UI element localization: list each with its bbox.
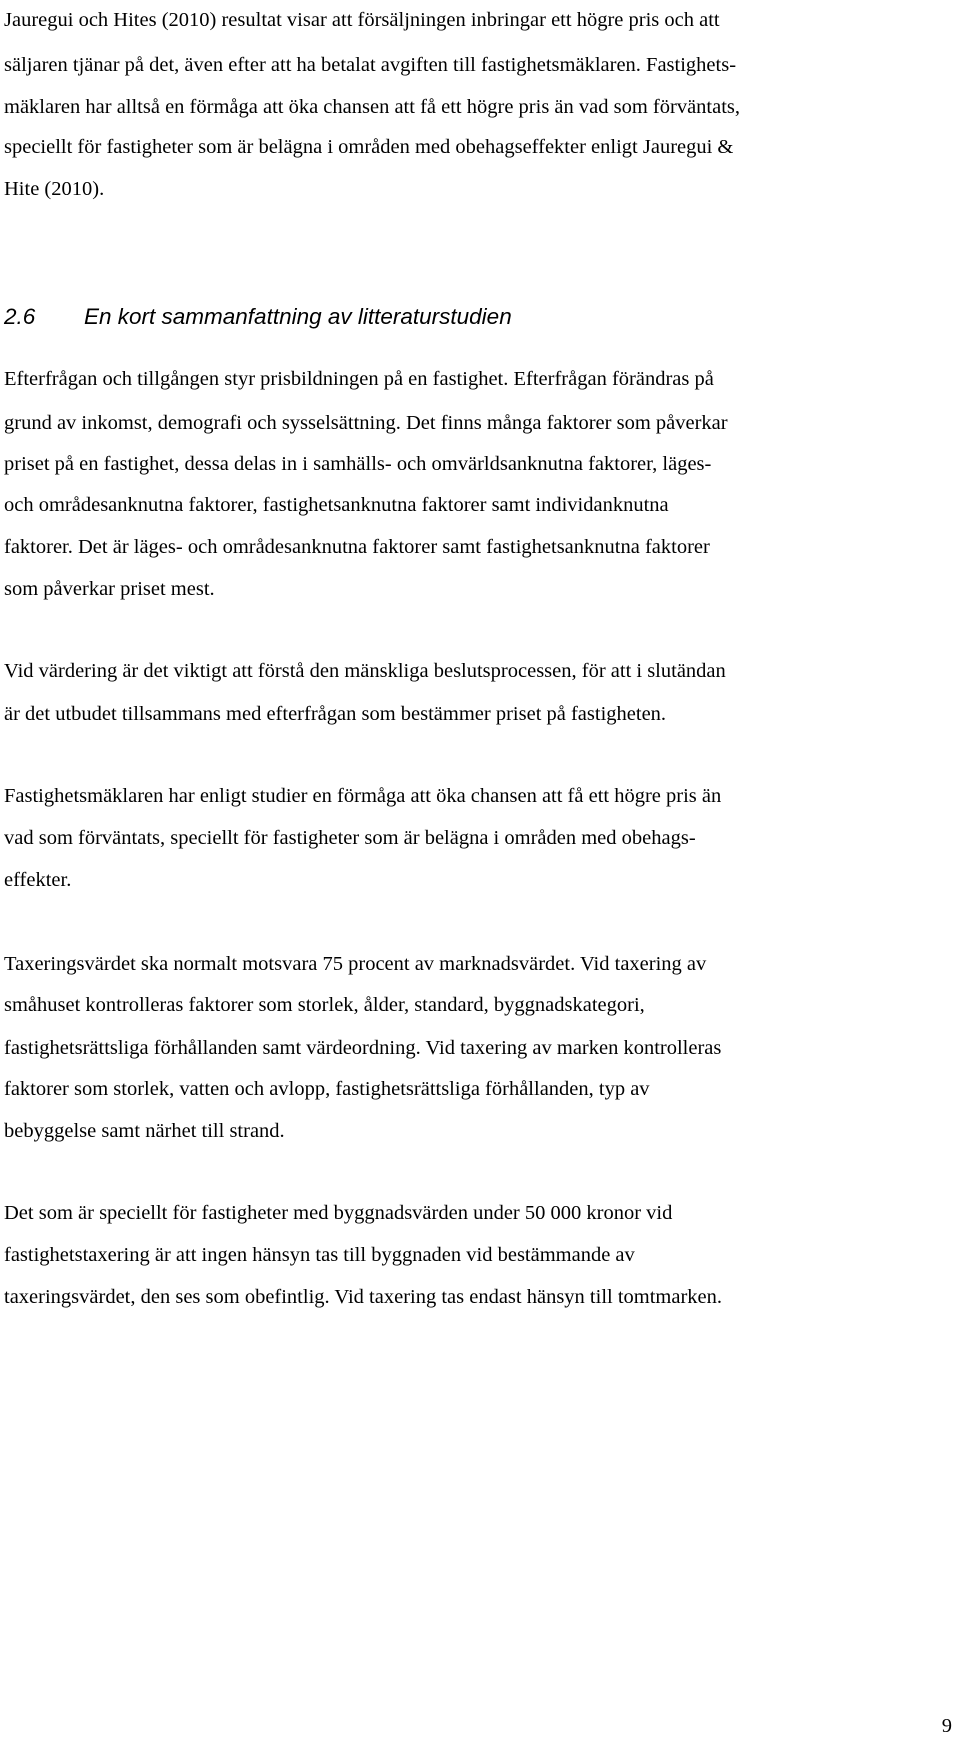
text-line: vad som förväntats, speciellt för fastigheter som är belägna i områden med obehags- bbox=[4, 827, 696, 849]
text-line: småhuset kontrolleras faktorer som storlek, ålder, standard, byggnadskategori, bbox=[4, 994, 645, 1016]
page-number: 9 bbox=[941, 1715, 952, 1737]
text-line: som påverkar priset mest. bbox=[4, 578, 215, 600]
text-line: fastighetstaxering är att ingen hänsyn tas till byggnaden vid bestämmande av bbox=[4, 1244, 635, 1266]
section-number: 2.6 bbox=[4, 304, 36, 329]
text-line: fastighetsrättsliga förhållanden samt värdeordning. Vid taxering av marken kontrolleras bbox=[4, 1037, 722, 1059]
text-line: effekter. bbox=[4, 869, 72, 891]
text-line: Hite (2010). bbox=[4, 178, 105, 200]
text-line: är det utbudet tillsammans med efterfrågan som bestämmer priset på fastigheten. bbox=[4, 703, 667, 725]
text-line: Det som är speciellt för fastigheter med byggnadsvärden under 50 000 kronor vid bbox=[4, 1202, 673, 1224]
text-line: Vid värdering är det viktigt att förstå den mänskliga beslutsprocessen, för att i slutändan bbox=[4, 660, 726, 682]
section-heading bbox=[4, 302, 512, 332]
text-line: grund av inkomst, demografi och sysselsättning. Det finns många faktorer som påverkar bbox=[4, 412, 728, 434]
text-line: faktorer som storlek, vatten och avlopp, fastighetsrättsliga förhållanden, typ av bbox=[4, 1078, 650, 1100]
text-line: säljaren tjänar på det, även efter att ha betalat avgiften till fastighetsmäklaren. Fastighets- bbox=[4, 54, 737, 76]
text-line: Taxeringsvärdet ska normalt motsvara 75 procent av marknadsvärdet. Vid taxering av bbox=[4, 953, 707, 975]
text-line: priset på en fastighet, dessa delas in i samhälls- och omvärldsanknutna faktorer, läges- bbox=[4, 453, 712, 475]
text-line: taxeringsvärdet, den ses som obefintlig. Vid taxering tas endast hänsyn till tomtmarken. bbox=[4, 1286, 723, 1308]
text-line: speciellt för fastigheter som är belägna i områden med obehagseffekter enligt Jauregui & bbox=[4, 136, 734, 158]
text-line: Fastighetsmäklaren har enligt studier en förmåga att öka chansen att få ett högre pris än bbox=[4, 785, 722, 807]
text-line: bebyggelse samt närhet till strand. bbox=[4, 1120, 285, 1142]
section-title: En kort sammanfattning av litteraturstudien bbox=[84, 304, 512, 329]
text-line: mäklaren har alltså en förmåga att öka chansen att få ett högre pris än vad som förväntats, bbox=[4, 96, 741, 118]
text-line: faktorer. Det är läges- och områdesanknutna faktorer samt fastighetsanknutna faktorer bbox=[4, 536, 710, 558]
text-line: Efterfrågan och tillgången styr prisbildningen på en fastighet. Efterfrågan förändras på bbox=[4, 368, 714, 390]
text-line: Jauregui och Hites (2010) resultat visar att försäljningen inbringar ett högre pris och att bbox=[4, 9, 720, 31]
text-line: och områdesanknutna faktorer, fastighetsanknutna faktorer samt individanknutna bbox=[4, 494, 669, 516]
